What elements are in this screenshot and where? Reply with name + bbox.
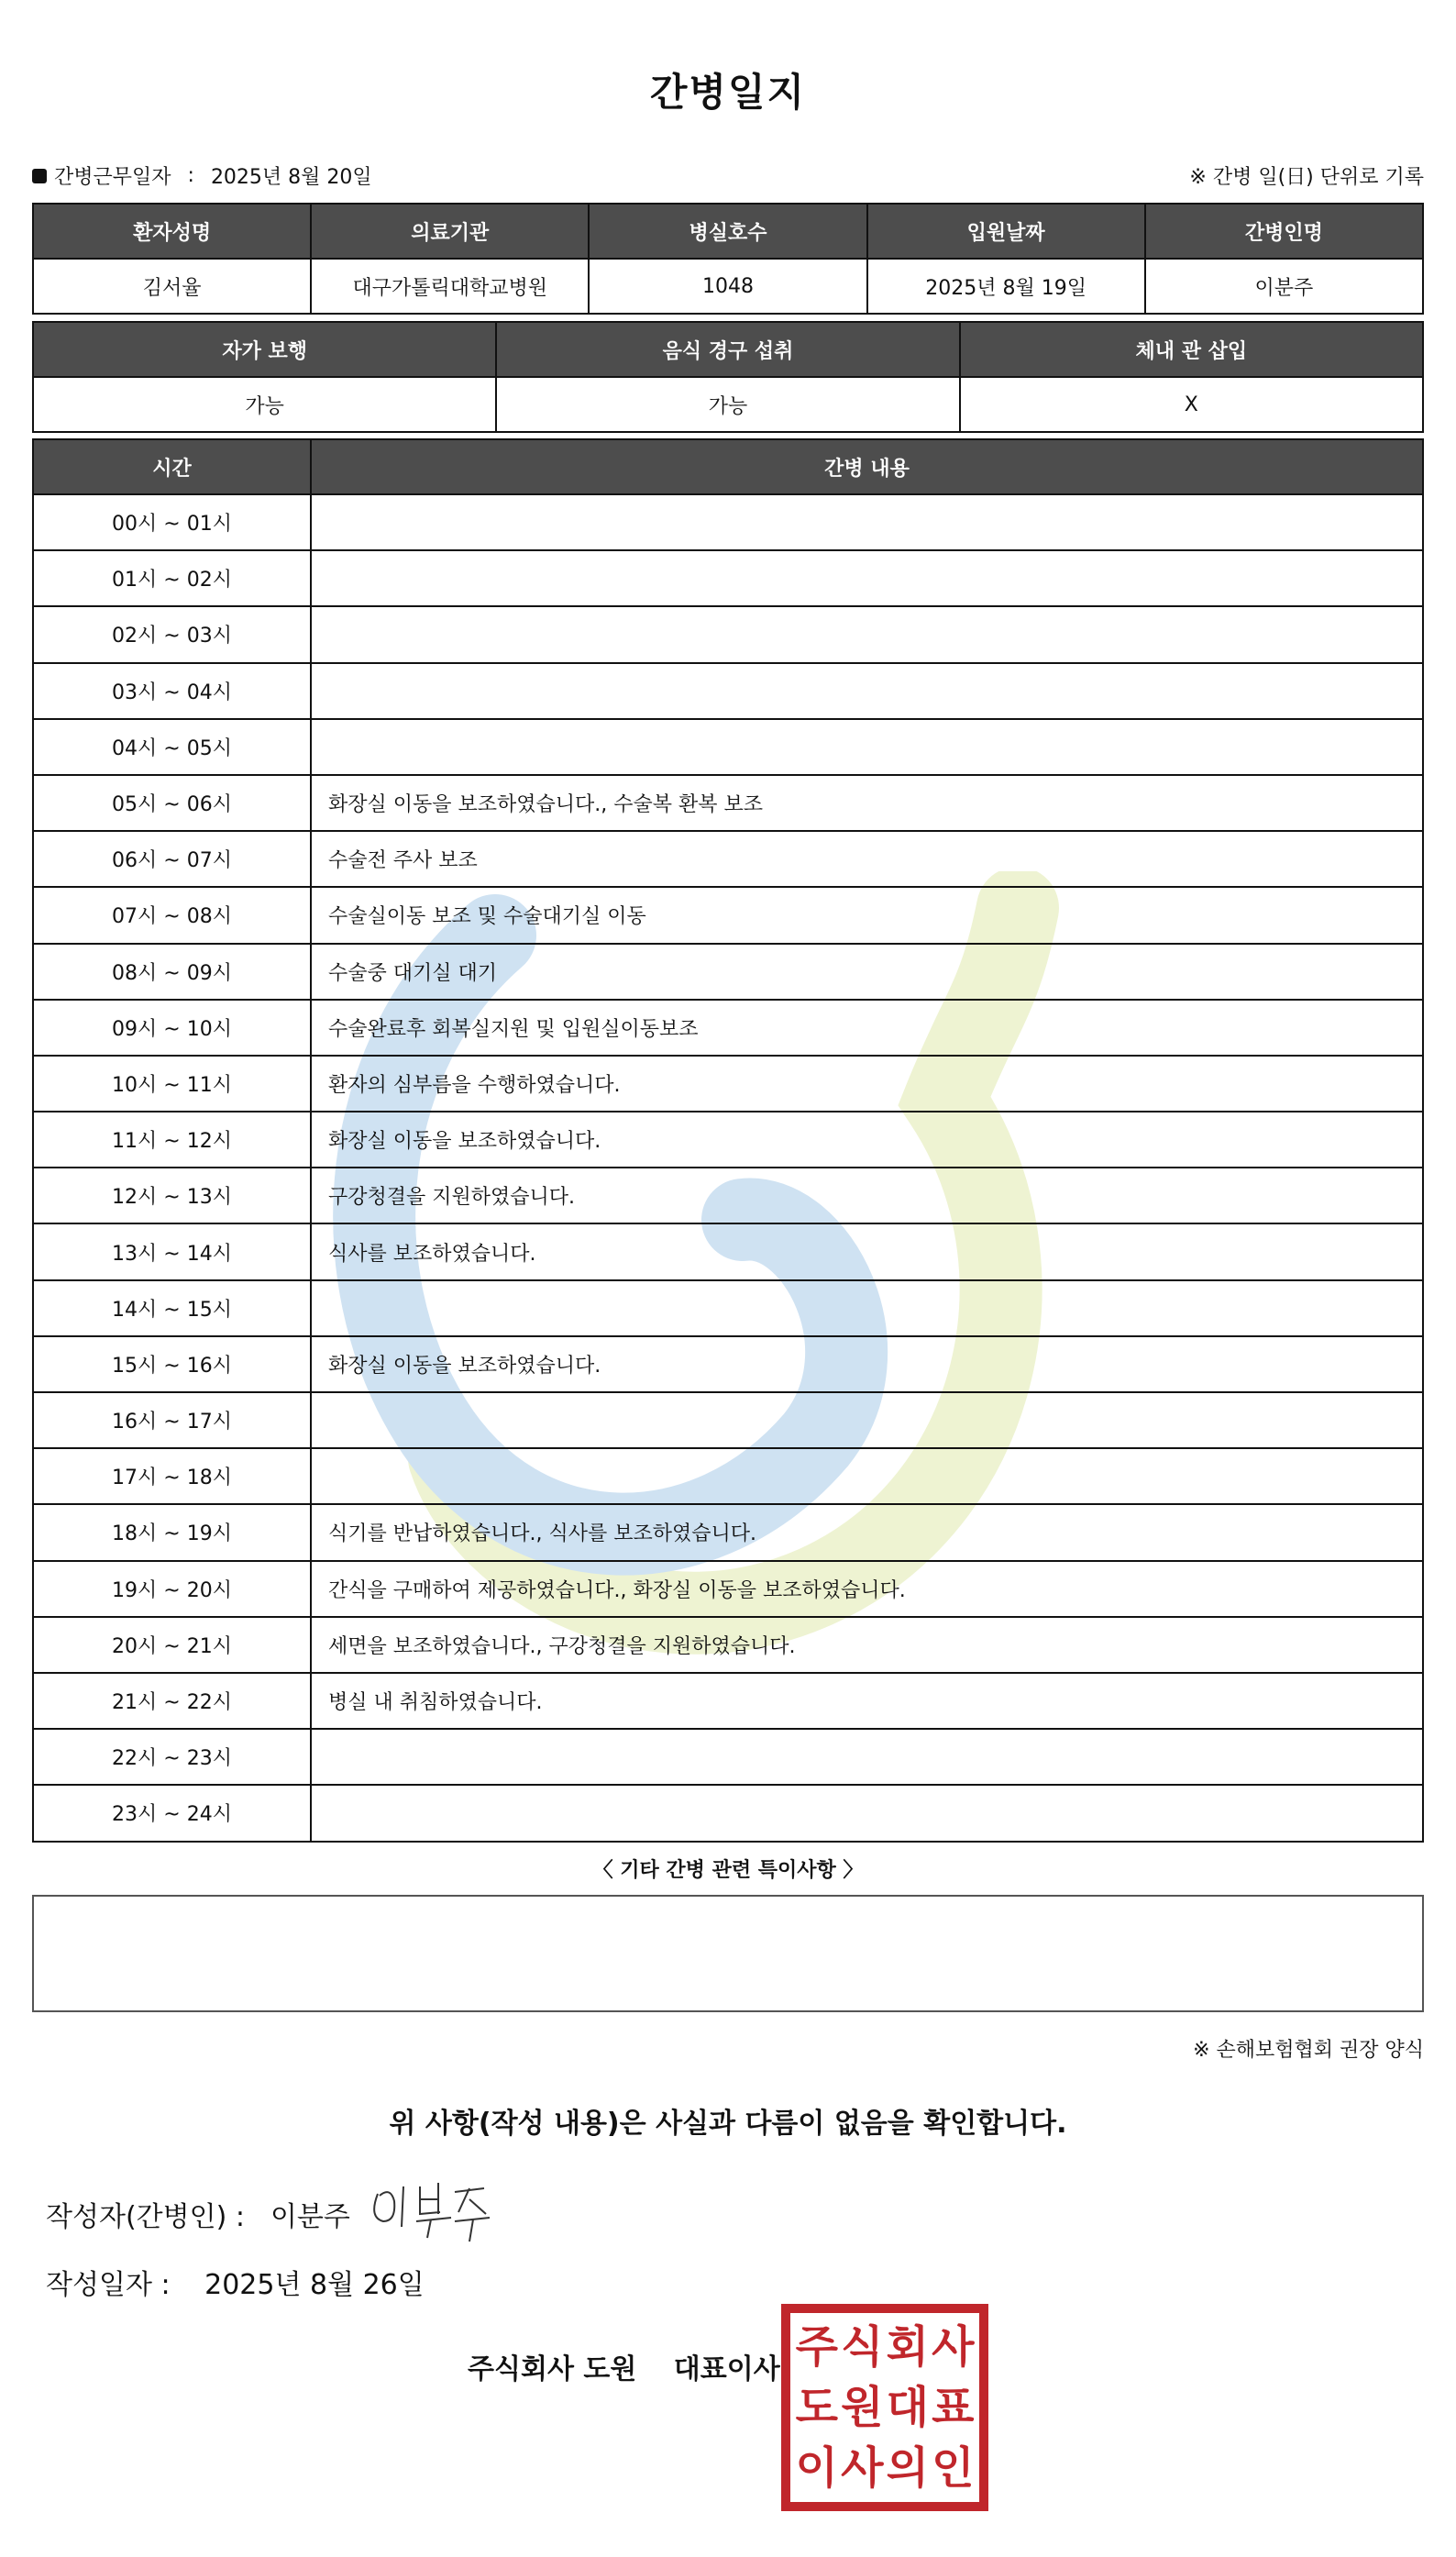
header-admission-date: 입원날짜: [867, 204, 1145, 259]
header-hospital: 의료기관: [311, 204, 589, 259]
seal-char: 식: [841, 2321, 884, 2373]
time-cell: 02시 ~ 03시: [33, 606, 311, 662]
table-row: [33, 494, 1423, 550]
care-content-cell: 수술실이동 보조 및 수술대기실 이동: [311, 887, 1423, 943]
caregiver-name: 이분주: [1145, 259, 1423, 314]
table-row: [33, 1448, 1423, 1504]
time-cell: 17시 ~ 18시: [33, 1448, 311, 1504]
time-cell: 11시 ~ 12시: [33, 1112, 311, 1168]
company-name: 주식회사 도원: [468, 2353, 637, 2385]
time-cell: 13시 ~ 14시: [33, 1223, 311, 1279]
seal-char: 표: [932, 2382, 975, 2433]
table-row: [33, 663, 1423, 719]
writer-line: [46, 2194, 350, 2234]
admission-date: 2025년 8월 19일: [867, 259, 1145, 314]
table-row: [33, 1112, 1423, 1168]
table-row: [33, 775, 1423, 831]
seal-char: 주: [795, 2321, 838, 2373]
patient-info-table: [32, 203, 1424, 315]
confirmation-statement: 위 사항(작성 내용)은 사실과 다름이 없음을 확인합니다.: [389, 2108, 1067, 2140]
seal-char: 사: [932, 2321, 975, 2373]
recommend-form-note: ※ 손해보험협회 권장 양식: [1193, 2039, 1424, 2062]
patient-ability-table: [32, 321, 1424, 433]
seal-char: 인: [932, 2442, 975, 2494]
time-cell: 04시 ~ 05시: [33, 719, 311, 775]
header-room-number: 병실호수: [589, 204, 866, 259]
time-cell: 09시 ~ 10시: [33, 1000, 311, 1056]
time-cell: 08시 ~ 09시: [33, 944, 311, 1000]
care-content-cell: 화장실 이동을 보조하였습니다.: [311, 1112, 1423, 1168]
duty-separator: :: [187, 164, 194, 187]
tube-insertion-value: X: [960, 377, 1423, 432]
care-content-cell: 세면을 보조하였습니다., 구강청결을 지원하였습니다.: [311, 1617, 1423, 1673]
table-row: [33, 1392, 1423, 1448]
header-tube-insertion: 체내 관 삽입: [960, 322, 1423, 377]
time-cell: 16시 ~ 17시: [33, 1392, 311, 1448]
care-content-cell: 환자의 심부름을 수행하였습니다.: [311, 1056, 1423, 1112]
table-row: [33, 1729, 1423, 1785]
table-row: [33, 550, 1423, 606]
care-content-cell: 구강청결을 지원하였습니다.: [311, 1168, 1423, 1223]
time-cell: 10시 ~ 11시: [33, 1056, 311, 1112]
time-cell: 23시 ~ 24시: [33, 1785, 311, 1841]
table-row: [33, 1000, 1423, 1056]
table-row: [33, 1617, 1423, 1673]
care-content-cell: 수술완료후 회복실지원 및 입원실이동보조: [311, 1000, 1423, 1056]
care-content-cell: 수술중 대기실 대기: [311, 944, 1423, 1000]
care-content-cell: [311, 550, 1423, 606]
seal-char: 의: [886, 2442, 929, 2494]
care-log-body: [33, 494, 1423, 1842]
time-cell: 14시 ~ 15시: [33, 1280, 311, 1336]
care-content-cell: [311, 1729, 1423, 1785]
header-self-walking: 자가 보행: [33, 322, 496, 377]
seal-char: 이: [795, 2442, 838, 2494]
table-row: [33, 1504, 1423, 1560]
oral-intake-value: 가능: [496, 377, 959, 432]
time-cell: 00시 ~ 01시: [33, 494, 311, 550]
seal-char: 회: [886, 2321, 929, 2373]
write-date-label: 작성일자 :: [46, 2269, 171, 2301]
care-content-cell: [311, 606, 1423, 662]
time-cell: 05시 ~ 06시: [33, 775, 311, 831]
seal-char: 원: [841, 2382, 884, 2433]
duty-date: 2025년 8월 20일: [210, 166, 372, 189]
header-care-content: 간병 내용: [311, 439, 1423, 494]
duty-label: 간병근무일자: [54, 166, 171, 189]
square-bullet-icon: [32, 169, 47, 183]
table-row: [33, 1056, 1423, 1112]
table-row: [33, 1168, 1423, 1223]
time-cell: 19시 ~ 20시: [33, 1561, 311, 1617]
hospital-name: 대구가톨릭대학교병원: [311, 259, 589, 314]
seal-characters: [794, 2317, 976, 2498]
write-date-value: 2025년 8월 26일: [204, 2269, 425, 2301]
header-patient-name: 환자성명: [33, 204, 311, 259]
writer-label: 작성자(간병인) :: [46, 2201, 245, 2233]
care-content-cell: 병실 내 취침하였습니다.: [311, 1673, 1423, 1729]
header-caregiver-name: 간병인명: [1145, 204, 1423, 259]
time-cell: 18시 ~ 19시: [33, 1504, 311, 1560]
time-cell: 06시 ~ 07시: [33, 831, 311, 887]
table-row: [33, 887, 1423, 943]
seal-char: 도: [795, 2382, 838, 2433]
special-notes-box: [32, 1895, 1424, 2012]
time-cell: 22시 ~ 23시: [33, 1729, 311, 1785]
care-content-cell: 수술전 주사 보조: [311, 831, 1423, 887]
seal-char: 대: [886, 2382, 929, 2433]
table-row: [33, 719, 1423, 775]
record-unit-note: ※ 간병 일(日) 단위로 기록: [1189, 166, 1424, 189]
care-content-cell: [311, 1785, 1423, 1841]
care-content-cell: [311, 663, 1423, 719]
header-time: 시간: [33, 439, 311, 494]
writer-name: 이분주: [270, 2201, 350, 2233]
document-title: 간병일지: [649, 70, 807, 115]
table-row: [33, 1673, 1423, 1729]
time-cell: 12시 ~ 13시: [33, 1168, 311, 1223]
care-content-cell: 화장실 이동을 보조하였습니다., 수술복 환복 보조: [311, 775, 1423, 831]
care-content-cell: [311, 719, 1423, 775]
table-row: [33, 831, 1423, 887]
special-notes-title: 〈 기타 간병 관련 특이사항 〉: [592, 1859, 864, 1882]
header-oral-intake: 음식 경구 섭취: [496, 322, 959, 377]
company-seal: [781, 2304, 988, 2511]
care-content-cell: [311, 494, 1423, 550]
patient-name: 김서율: [33, 259, 311, 314]
care-content-cell: [311, 1392, 1423, 1448]
time-cell: 21시 ~ 22시: [33, 1673, 311, 1729]
duty-date-line: [32, 161, 372, 190]
care-content-cell: 식기를 반납하였습니다., 식사를 보조하였습니다.: [311, 1504, 1423, 1560]
room-number: 1048: [589, 259, 866, 314]
seal-char: 사: [841, 2442, 884, 2494]
table-row: [33, 606, 1423, 662]
time-cell: 01시 ~ 02시: [33, 550, 311, 606]
table-row: [33, 1280, 1423, 1336]
table-row: [33, 1223, 1423, 1279]
care-content-cell: 식사를 보조하였습니다.: [311, 1223, 1423, 1279]
table-row: [33, 1561, 1423, 1617]
handwritten-signature: [367, 2174, 504, 2247]
table-row: [33, 944, 1423, 1000]
table-row: [33, 1336, 1423, 1392]
time-cell: 20시 ~ 21시: [33, 1617, 311, 1673]
table-row: [33, 1785, 1423, 1841]
write-date-line: [46, 2262, 425, 2302]
self-walking-value: 가능: [33, 377, 496, 432]
time-cell: 03시 ~ 04시: [33, 663, 311, 719]
time-cell: 15시 ~ 16시: [33, 1336, 311, 1392]
company-line: [468, 2346, 780, 2386]
care-content-cell: 화장실 이동을 보조하였습니다.: [311, 1336, 1423, 1392]
care-content-cell: 간식을 구매하여 제공하였습니다., 화장실 이동을 보조하였습니다.: [311, 1561, 1423, 1617]
care-content-cell: [311, 1280, 1423, 1336]
company-role: 대표이사: [673, 2353, 780, 2385]
time-cell: 07시 ~ 08시: [33, 887, 311, 943]
care-log-table: [32, 438, 1424, 1843]
care-content-cell: [311, 1448, 1423, 1504]
